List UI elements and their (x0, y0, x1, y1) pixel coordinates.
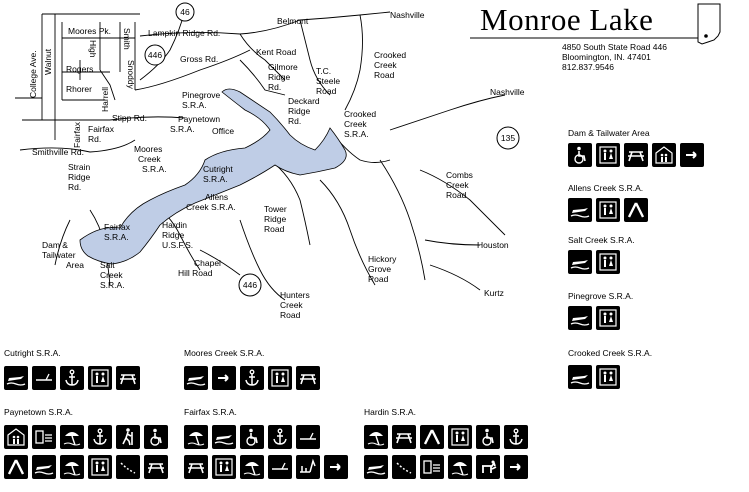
label-hardin: Hardin Ridge U.S.F.S. (162, 220, 194, 250)
swimming-beach-icon (60, 455, 84, 479)
label-walnut: Walnut (43, 48, 53, 75)
title-underline (470, 36, 730, 40)
route-number: 46 (180, 7, 190, 17)
boat-launch-icon (184, 366, 208, 390)
marina-icon (32, 366, 56, 390)
restrooms-icon (212, 455, 236, 479)
label-hickory: Hickory Grove Road (368, 254, 397, 284)
camping-icon (4, 455, 28, 479)
boat-launch-icon (212, 425, 236, 449)
restrooms-icon (596, 198, 620, 222)
group-title: Paynetown S.R.A. (4, 407, 73, 417)
label-office: Office (212, 126, 235, 136)
restrooms-icon (268, 366, 292, 390)
group-title: Hardin S.R.A. (364, 407, 416, 417)
icon-row (364, 455, 528, 479)
icon-row (568, 365, 620, 389)
indiana-outline-icon (694, 2, 724, 46)
icon-row (4, 366, 140, 390)
boat-launch-icon (32, 455, 56, 479)
boat-ramp-icon (324, 455, 348, 479)
group-title: Salt Creek S.R.A. (568, 235, 635, 245)
icon-row (568, 250, 620, 274)
family-restroom-icon (652, 143, 676, 167)
swimming-beach-icon (184, 425, 208, 449)
boat-ramp-icon (504, 455, 528, 479)
label-kent: Kent Road (256, 47, 297, 57)
label-college: College Ave. (28, 50, 38, 98)
group-title: Fairfax S.R.A. (184, 407, 237, 417)
anchor-icon (240, 366, 264, 390)
label-gross: Gross Rd. (180, 54, 219, 64)
label-smithville: Smithville Rd. (32, 147, 84, 157)
fishing-pier-icon (296, 455, 320, 479)
label-crooked-creek-sra: Crooked Creek S.R.A. (344, 109, 377, 139)
label-fairfax-rd: Fairfax Rd. (88, 124, 114, 144)
boat-launch-icon (568, 365, 592, 389)
anchor-icon (268, 425, 292, 449)
boat-ramp-icon (680, 143, 704, 167)
trail-icon (116, 455, 140, 479)
anchor-icon (504, 425, 528, 449)
picnic-table-icon (392, 425, 416, 449)
route-number: 135 (500, 133, 516, 143)
trash-icon (32, 425, 56, 449)
icon-row (184, 455, 348, 479)
label-rogers: Rogers (66, 64, 94, 74)
icon-row (4, 425, 168, 449)
label-pinegrove: Pinegrove S.R.A. (182, 90, 221, 110)
label-salt-creek: Salt Creek S.R.A. (100, 260, 125, 290)
label-stipp: Stipp Rd. (112, 113, 147, 123)
label-deckard: Deckard Ridge Rd. (288, 96, 320, 126)
label-cutright: Cutright S.R.A. (203, 164, 233, 184)
boat-launch-icon (568, 306, 592, 330)
marina-icon (296, 425, 320, 449)
label-kurtz: Kurtz (484, 288, 504, 298)
boat-launch-icon (364, 455, 388, 479)
accessible-icon (144, 425, 168, 449)
label-crooked-creek-road: Crooked Creek Road (374, 50, 407, 80)
label-belmont: Belmont (277, 16, 309, 26)
group-title: Crooked Creek S.R.A. (568, 348, 653, 358)
camping-icon (624, 198, 648, 222)
label-gilmore: Gilmore Ridge Rd. (268, 62, 298, 92)
label-tower: Tower Ridge Road (264, 204, 287, 234)
icon-row (4, 455, 168, 479)
family-restroom-icon (4, 425, 28, 449)
label-tcsteele: T.C. Steele Road (316, 66, 341, 96)
picnic-table-icon (624, 143, 648, 167)
label-dam: Dam & Tailwater Area (42, 240, 84, 270)
accessible-icon (568, 143, 592, 167)
label-rhorer: Rhorer (66, 84, 92, 94)
label-paynetown: Paynetown S.R.A. (170, 114, 221, 134)
route-number: 446 (242, 280, 258, 290)
anchor-icon (60, 366, 84, 390)
label-moores-pk: Moores Pk. (68, 26, 111, 36)
boat-launch-icon (568, 250, 592, 274)
swimming-beach-icon (364, 425, 388, 449)
label-strain: Strain Ridge Rd. (68, 162, 91, 192)
group-title: Cutright S.R.A. (4, 348, 61, 358)
label-lampkin: Lampkin Ridge Rd. (148, 28, 221, 38)
icon-row (184, 366, 320, 390)
boat-ramp-icon (212, 366, 236, 390)
swimming-beach-icon (240, 455, 264, 479)
restrooms-icon (88, 455, 112, 479)
label-chapel: Chapel Hill Road (178, 258, 221, 278)
anchor-icon (88, 425, 112, 449)
swimming-beach-icon (60, 425, 84, 449)
group-title: Dam & Tailwater Area (568, 128, 650, 138)
accessible-icon (240, 425, 264, 449)
picnic-table-icon (144, 455, 168, 479)
label-nashville-right: Nashville (490, 87, 525, 97)
label-allens: Allens Creek S.R.A. (186, 192, 236, 212)
camping-icon (420, 425, 444, 449)
group-title: Allens Creek S.R.A. (568, 183, 644, 193)
picnic-table-icon (296, 366, 320, 390)
group-title: Pinegrove S.R.A. (568, 291, 634, 301)
icon-row (364, 425, 528, 449)
label-nashville-top: Nashville (390, 10, 425, 20)
label-combs: Combs Creek Road (446, 170, 473, 200)
pets-icon (476, 455, 500, 479)
icon-row (184, 425, 320, 449)
label-moores-creek: Moores Creek S.R.A. (134, 144, 167, 174)
icon-row (568, 198, 648, 222)
label-snoddy: Snoddy (126, 60, 136, 89)
route-number: 446 (147, 50, 163, 60)
icon-row (568, 143, 704, 167)
marina-icon (268, 455, 292, 479)
restrooms-icon (596, 250, 620, 274)
restrooms-icon (88, 366, 112, 390)
icon-row (568, 306, 620, 330)
group-title: Moores Creek S.R.A. (184, 348, 265, 358)
picnic-table-icon (184, 455, 208, 479)
map-title: Monroe Lake (480, 2, 654, 37)
phone-number: 812.837.9546 (562, 62, 614, 72)
address-line: Bloomington, IN. 47401 (562, 52, 651, 62)
label-fairfax-vert: Fairfax (72, 122, 82, 148)
label-hunters: Hunters Creek Road (280, 290, 310, 320)
restrooms-icon (596, 143, 620, 167)
restrooms-icon (448, 425, 472, 449)
trash-icon (420, 455, 444, 479)
restrooms-icon (596, 306, 620, 330)
label-high: High (88, 40, 98, 58)
label-harrell: Harrell (100, 86, 110, 112)
label-fairfax-sra: Fairfax S.R.A. (104, 222, 130, 242)
accessible-icon (476, 425, 500, 449)
picnic-table-icon (116, 366, 140, 390)
boat-launch-icon (568, 198, 592, 222)
trail-icon (392, 455, 416, 479)
boat-launch-icon (4, 366, 28, 390)
label-houston: Houston (477, 240, 509, 250)
address-line: 4850 South State Road 446 (562, 42, 667, 52)
swimming-beach-icon (448, 455, 472, 479)
address-block (562, 42, 667, 72)
label-smith: Smith (122, 28, 132, 50)
restrooms-icon (596, 365, 620, 389)
hiking-icon (116, 425, 140, 449)
